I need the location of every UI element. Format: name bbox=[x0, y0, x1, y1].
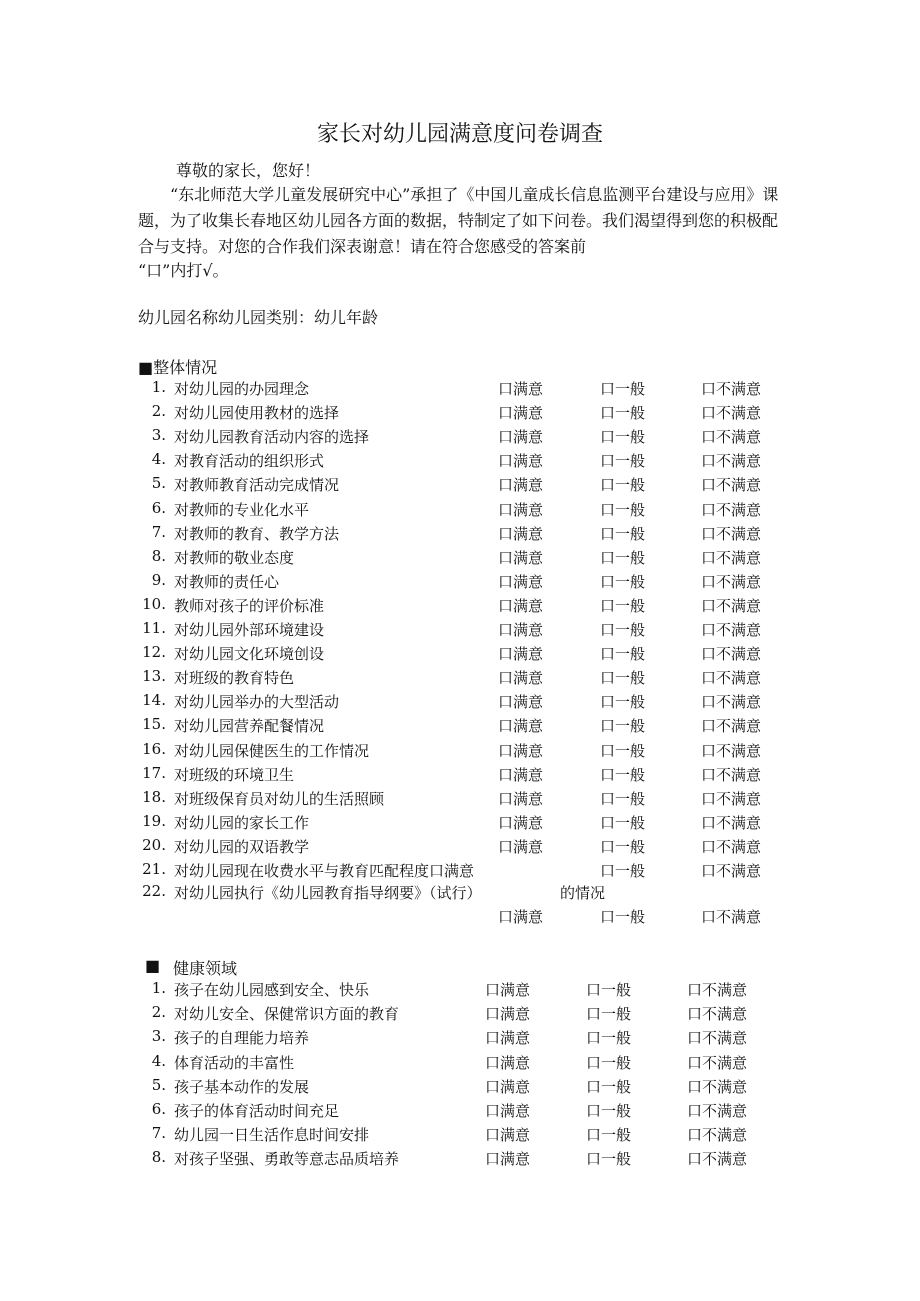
option-average[interactable]: 口一般 bbox=[600, 908, 646, 926]
table-row bbox=[138, 474, 838, 498]
item-question: 对教师的专业化水平 bbox=[174, 500, 310, 519]
option-satisfied[interactable]: 口满意 bbox=[485, 1150, 531, 1169]
item-question: 教师对孩子的评价标准 bbox=[174, 596, 325, 615]
option-unsatisfied[interactable]: 口不满意 bbox=[701, 789, 762, 808]
option-average[interactable]: 口一般 bbox=[600, 476, 646, 495]
table-row bbox=[138, 402, 838, 426]
option-unsatisfied[interactable]: 口不满意 bbox=[701, 765, 762, 784]
option-satisfied[interactable]: 口满意 bbox=[485, 981, 531, 999]
table-row bbox=[138, 764, 838, 788]
option-average[interactable]: 口一般 bbox=[600, 789, 646, 808]
table-row bbox=[138, 788, 838, 812]
option-average[interactable]: 口一般 bbox=[600, 548, 646, 567]
table-row bbox=[138, 499, 838, 523]
item-number: 9. bbox=[151, 570, 166, 589]
item-question: 孩子的体育活动时间充足 bbox=[174, 1102, 340, 1120]
table-row bbox=[138, 378, 838, 402]
option-satisfied[interactable]: 口满意 bbox=[498, 717, 544, 736]
table-row bbox=[138, 1124, 838, 1148]
item-question: 对幼儿园举办的大型活动 bbox=[174, 693, 340, 712]
item-question: 对教师教育活动完成情况 bbox=[174, 476, 340, 495]
item-question: 对幼儿园保健医生的工作情况 bbox=[174, 741, 370, 760]
option-unsatisfied[interactable]: 口不满意 bbox=[701, 548, 762, 567]
item-number: 14. bbox=[142, 691, 166, 710]
option-satisfied[interactable]: 口满意 bbox=[498, 548, 544, 567]
option-average[interactable]: 口一般 bbox=[600, 669, 646, 688]
option-average[interactable]: 口一般 bbox=[600, 452, 646, 471]
item-question: 对教师的责任心 bbox=[174, 572, 280, 591]
option-average[interactable]: 口一般 bbox=[600, 693, 646, 712]
option-average[interactable]: 口一般 bbox=[600, 596, 646, 615]
item-number: 15. bbox=[142, 715, 166, 734]
option-unsatisfied[interactable]: 口不满意 bbox=[701, 837, 762, 856]
option-unsatisfied[interactable]: 口不满意 bbox=[701, 908, 762, 926]
table-row bbox=[138, 691, 838, 715]
option-unsatisfied[interactable]: 口不满意 bbox=[701, 500, 762, 519]
option-satisfied[interactable]: 口满意 bbox=[498, 476, 544, 495]
item-number: 10. bbox=[142, 594, 166, 613]
item-question: 对班级保育员对幼儿的生活照顾 bbox=[174, 789, 385, 808]
option-satisfied[interactable]: 口满意 bbox=[498, 813, 544, 832]
item-question: 对教师的敬业态度 bbox=[174, 548, 295, 567]
option-satisfied[interactable]: 口满意 bbox=[498, 524, 544, 543]
option-satisfied[interactable]: 口满意 bbox=[485, 1102, 531, 1120]
info-line: 幼儿园名称幼儿园类别：幼儿年龄 bbox=[138, 308, 379, 327]
item-number: 1. bbox=[151, 979, 166, 997]
table-row bbox=[138, 547, 838, 571]
option-satisfied[interactable]: 口满意 bbox=[498, 789, 544, 808]
option-unsatisfied[interactable]: 口不满意 bbox=[701, 452, 762, 471]
item-number: 7. bbox=[151, 1124, 166, 1143]
option-unsatisfied[interactable]: 口不满意 bbox=[701, 693, 762, 712]
table-row bbox=[138, 643, 838, 667]
item-question: 对幼儿园执行《幼儿园教育指导纲要》（试行） bbox=[174, 884, 482, 902]
option-satisfied[interactable]: 口满意 bbox=[485, 1005, 531, 1024]
option-average[interactable]: 口一般 bbox=[586, 1005, 632, 1024]
option-satisfied[interactable]: 口满意 bbox=[485, 1029, 531, 1048]
item-number: 3. bbox=[151, 1027, 166, 1046]
option-unsatisfied[interactable]: 口不满意 bbox=[701, 596, 762, 615]
item-question: 对幼儿园教育活动内容的选择 bbox=[174, 428, 370, 447]
option-unsatisfied[interactable]: 口不满意 bbox=[701, 669, 762, 688]
option-satisfied[interactable]: 口满意 bbox=[498, 428, 544, 447]
item-number: 13. bbox=[142, 667, 166, 686]
item-number: 22. bbox=[142, 882, 166, 900]
option-average[interactable]: 口一般 bbox=[600, 717, 646, 736]
option-average[interactable]: 口一般 bbox=[600, 741, 646, 760]
table-row bbox=[138, 1148, 838, 1172]
option-unsatisfied[interactable]: 口不满意 bbox=[687, 1102, 748, 1120]
option-unsatisfied[interactable]: 口不满意 bbox=[701, 572, 762, 591]
option-satisfied[interactable]: 口满意 bbox=[498, 765, 544, 784]
item-question: 对教育活动的组织形式 bbox=[174, 452, 325, 471]
item-question: 对幼儿园的家长工作 bbox=[174, 813, 310, 832]
option-average[interactable]: 口一般 bbox=[600, 621, 646, 639]
option-satisfied[interactable]: 口满意 bbox=[485, 1053, 531, 1072]
table-row-22-options bbox=[138, 906, 838, 930]
item-question: 对班级的教育特色 bbox=[174, 669, 295, 688]
option-satisfied[interactable]: 口满意 bbox=[498, 380, 544, 398]
option-unsatisfied[interactable]: 口不满意 bbox=[701, 428, 762, 447]
option-unsatisfied[interactable]: 口不满意 bbox=[687, 1053, 748, 1072]
item-number: 21. bbox=[142, 860, 166, 878]
option-unsatisfied[interactable]: 口不满意 bbox=[701, 717, 762, 736]
option-unsatisfied[interactable]: 口不满意 bbox=[701, 862, 762, 880]
table-row bbox=[138, 836, 838, 860]
section-health-mark: ■ bbox=[145, 956, 161, 975]
item-number: 4. bbox=[151, 1051, 166, 1070]
item-number: 5. bbox=[151, 474, 166, 493]
option-unsatisfied[interactable]: 口不满意 bbox=[687, 1150, 748, 1169]
item-number: 19. bbox=[142, 811, 166, 830]
table-row bbox=[138, 1052, 838, 1076]
item-question: 对幼儿园营养配餐情况 bbox=[174, 717, 325, 736]
table-row bbox=[138, 740, 838, 764]
option-satisfied[interactable]: 口满意 bbox=[498, 596, 544, 615]
option-average[interactable]: 口一般 bbox=[600, 813, 646, 832]
option-average[interactable]: 口一般 bbox=[600, 428, 646, 447]
option-satisfied[interactable]: 口满意 bbox=[498, 572, 544, 591]
table-row-22 bbox=[138, 882, 838, 906]
option-average[interactable]: 口一般 bbox=[600, 572, 646, 591]
item-question: 对幼儿安全、保健常识方面的教育 bbox=[174, 1005, 400, 1024]
option-satisfied[interactable]: 口满意 bbox=[498, 837, 544, 856]
page-title: 家长对幼儿园满意度问卷调查 bbox=[316, 122, 603, 147]
table-row bbox=[138, 1100, 838, 1124]
table-row bbox=[138, 715, 838, 739]
option-satisfied[interactable]: 口满意 bbox=[498, 693, 544, 712]
item-question: 对幼儿园使用教材的选择 bbox=[174, 404, 340, 423]
table-row bbox=[138, 1027, 838, 1051]
option-average[interactable]: 口一般 bbox=[586, 1102, 632, 1120]
table-row bbox=[138, 979, 838, 1003]
intro-last-line: “口”内打√。 bbox=[138, 261, 229, 280]
option-satisfied[interactable]: 口满意 bbox=[485, 1126, 531, 1145]
table-row bbox=[138, 426, 838, 450]
option-unsatisfied[interactable]: 口不满意 bbox=[701, 380, 762, 398]
option-average[interactable]: 口一般 bbox=[586, 1126, 632, 1145]
option-unsatisfied[interactable]: 口不满意 bbox=[687, 1126, 748, 1145]
option-average[interactable]: 口一般 bbox=[586, 1150, 632, 1169]
table-row bbox=[138, 812, 838, 836]
item-number: 7. bbox=[151, 522, 166, 541]
option-unsatisfied[interactable]: 口不满意 bbox=[701, 645, 762, 664]
item-number: 8. bbox=[151, 546, 166, 565]
option-average[interactable]: 口一般 bbox=[586, 1053, 632, 1072]
option-satisfied[interactable]: 口满意 bbox=[498, 452, 544, 471]
option-average[interactable]: 口一般 bbox=[600, 837, 646, 856]
option-average[interactable]: 口一般 bbox=[600, 524, 646, 543]
option-average[interactable]: 口一般 bbox=[600, 500, 646, 519]
item-question: 孩子在幼儿园感到安全、快乐 bbox=[174, 981, 370, 999]
item-number: 16. bbox=[142, 739, 166, 758]
option-average[interactable]: 口一般 bbox=[600, 404, 646, 423]
table-row bbox=[138, 595, 838, 619]
item-number: 5. bbox=[151, 1075, 166, 1094]
option-unsatisfied[interactable]: 口不满意 bbox=[701, 813, 762, 832]
table-row bbox=[138, 619, 838, 643]
section-health-heading: 健康领域 bbox=[173, 959, 238, 978]
option-unsatisfied[interactable]: 口不满意 bbox=[701, 621, 762, 639]
option-average[interactable]: 口一般 bbox=[600, 645, 646, 664]
option-unsatisfied[interactable]: 口不满意 bbox=[687, 1005, 748, 1024]
option-unsatisfied[interactable]: 口不满意 bbox=[687, 1077, 748, 1096]
item-question: 对幼儿园外部环境建设 bbox=[174, 621, 325, 639]
item-question: 对孩子坚强、勇敢等意志品质培养 bbox=[174, 1150, 400, 1169]
intro-paragraph: “东北师范大学儿童发展研究中心”承担了《中国儿童成长信息监测平台建设与应用》课题，为了收集长春地区幼儿园各方面的数据，特制定了如下问卷。我们渴望得到您的积极配合与支持。对您的合作我们深表谢意！请在符合您感受的答案前 bbox=[138, 185, 779, 256]
item-number: 17. bbox=[142, 763, 166, 782]
item-number: 1. bbox=[151, 378, 166, 396]
table-row bbox=[138, 450, 838, 474]
option-average[interactable]: 口一般 bbox=[600, 765, 646, 784]
option-unsatisfied[interactable]: 口不满意 bbox=[701, 476, 762, 495]
item-question: 对班级的环境卫生 bbox=[174, 765, 295, 784]
item-number: 6. bbox=[151, 498, 166, 517]
table-row bbox=[138, 571, 838, 595]
item-number: 3. bbox=[151, 426, 166, 445]
option-satisfied[interactable]: 口满意 bbox=[485, 1077, 531, 1096]
item-question: 对幼儿园现在收费水平与教育匹配程度口满意 bbox=[174, 862, 475, 880]
item-number: 2. bbox=[151, 402, 166, 421]
option-average[interactable]: 口一般 bbox=[600, 862, 646, 880]
option-average[interactable]: 口一般 bbox=[600, 380, 646, 398]
item-number: 8. bbox=[151, 1148, 166, 1167]
item-number: 18. bbox=[142, 787, 166, 806]
option-unsatisfied[interactable]: 口不满意 bbox=[701, 404, 762, 423]
option-unsatisfied[interactable]: 口不满意 bbox=[701, 741, 762, 760]
item-number: 2. bbox=[151, 1003, 166, 1022]
item-question: 对教师的教育、教学方法 bbox=[174, 524, 340, 543]
option-satisfied[interactable]: 口满意 bbox=[498, 669, 544, 688]
item-question-suffix: 的情况 bbox=[560, 884, 606, 902]
option-satisfied[interactable]: 口满意 bbox=[498, 621, 544, 639]
option-satisfied[interactable]: 口满意 bbox=[498, 404, 544, 423]
option-average[interactable]: 口一般 bbox=[586, 981, 632, 999]
section-overall-heading: ■整体情况 bbox=[138, 358, 218, 377]
item-question: 幼儿园一日生活作息时间安排 bbox=[174, 1126, 370, 1145]
item-number: 12. bbox=[142, 643, 166, 662]
option-satisfied[interactable]: 口满意 bbox=[498, 741, 544, 760]
option-average[interactable]: 口一般 bbox=[586, 1029, 632, 1048]
item-question: 体育活动的丰富性 bbox=[174, 1053, 295, 1072]
option-unsatisfied[interactable]: 口不满意 bbox=[687, 1029, 748, 1048]
item-question: 孩子基本动作的发展 bbox=[174, 1077, 310, 1096]
option-unsatisfied[interactable]: 口不满意 bbox=[687, 981, 748, 999]
table-row bbox=[138, 1076, 838, 1100]
greeting: 尊敬的家长，您好！ bbox=[176, 161, 321, 180]
table-row bbox=[138, 1003, 838, 1027]
option-satisfied[interactable]: 口满意 bbox=[498, 908, 544, 926]
option-satisfied[interactable]: 口满意 bbox=[498, 645, 544, 664]
item-question: 孩子的自理能力培养 bbox=[174, 1029, 310, 1048]
table-row bbox=[138, 667, 838, 691]
table-row bbox=[138, 523, 838, 547]
item-question: 对幼儿园的办园理念 bbox=[174, 380, 310, 398]
item-question: 对幼儿园文化环境创设 bbox=[174, 645, 325, 664]
item-number: 6. bbox=[151, 1100, 166, 1118]
item-number: 4. bbox=[151, 450, 166, 469]
option-satisfied[interactable]: 口满意 bbox=[498, 500, 544, 519]
item-question: 对幼儿园的双语教学 bbox=[174, 837, 310, 856]
table-row bbox=[138, 860, 838, 884]
item-number: 11. bbox=[142, 619, 166, 637]
option-unsatisfied[interactable]: 口不满意 bbox=[701, 524, 762, 543]
option-average[interactable]: 口一般 bbox=[586, 1077, 632, 1096]
item-number: 20. bbox=[142, 835, 166, 854]
